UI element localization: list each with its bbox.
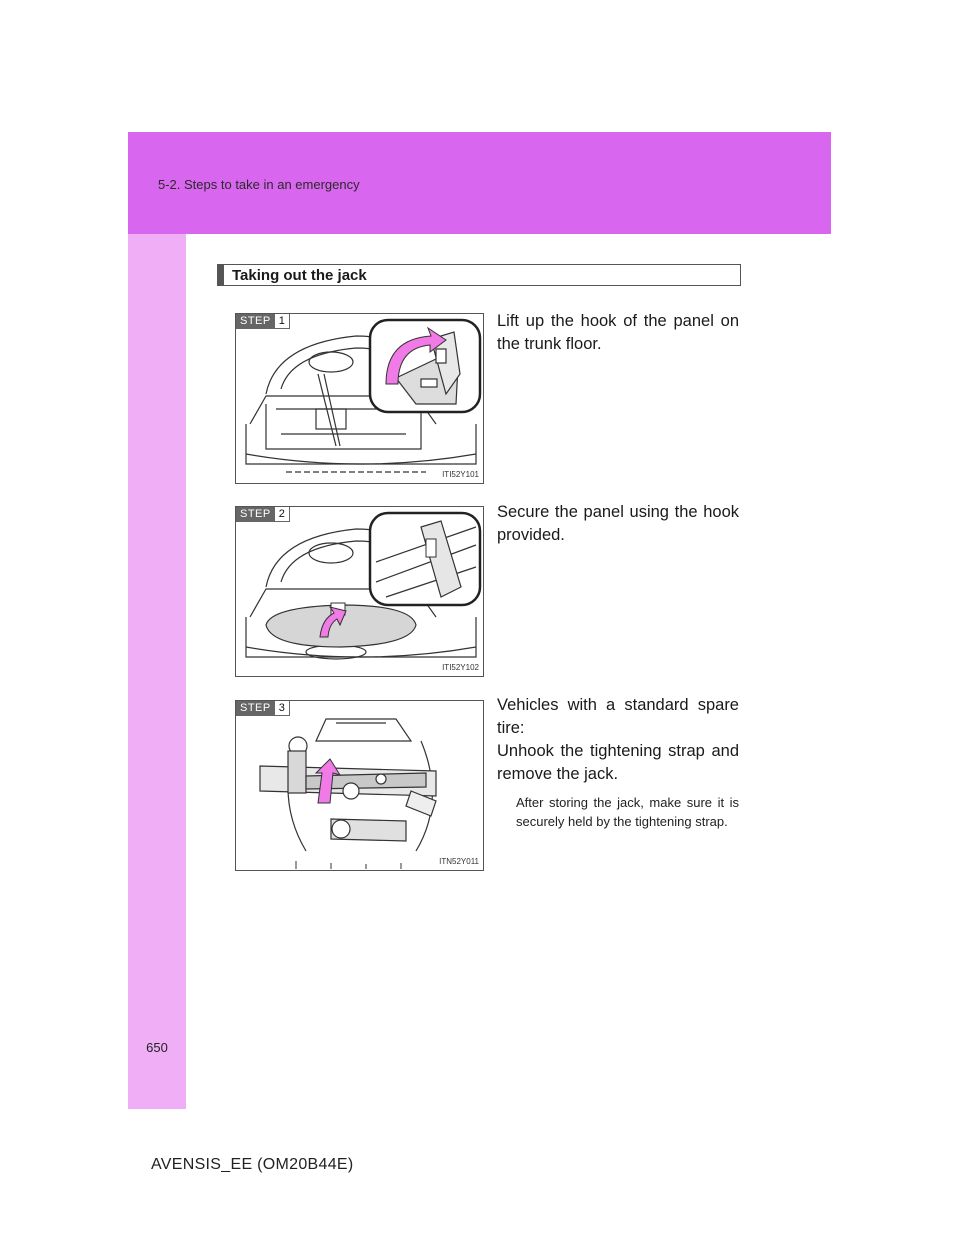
figure-code: ITI52Y101 [442, 470, 479, 479]
step-number: 2 [275, 507, 290, 522]
step-3-figure [235, 700, 484, 871]
section-label: 5-2. Steps to take in an emergency [158, 177, 360, 192]
step-3-condition: Vehicles with a standard spare tire: [497, 696, 739, 737]
page-number: 650 [146, 1040, 168, 1055]
step-word: STEP [236, 701, 275, 716]
step-1-figure [235, 313, 484, 484]
step-2-badge [236, 507, 290, 522]
step-3-note: After storing the jack, make sure it is securely held by the tightening strap. [516, 795, 739, 829]
heading-text: Taking out the jack [232, 267, 367, 284]
heading-accent [218, 265, 224, 285]
step-word: STEP [236, 507, 275, 522]
step-3-text [497, 694, 739, 786]
step-3-instruction: Unhook the tightening strap and remove the jack. [497, 742, 739, 783]
section-heading [217, 264, 741, 286]
step-1-text: Lift up the hook of the panel on the trunk floor. [497, 312, 739, 353]
figure-code: ITI52Y102 [442, 663, 479, 672]
step-number: 1 [275, 314, 290, 329]
trunk-panel-illustration [236, 507, 484, 677]
figure-code: ITN52Y011 [439, 857, 479, 866]
model-code: AVENSIS_EE (OM20B44E) [151, 1156, 354, 1173]
step-number: 3 [275, 701, 290, 716]
open-trunk-illustration [236, 314, 484, 484]
jack-storage-illustration [236, 701, 484, 871]
side-strip [128, 234, 186, 1109]
step-3-badge [236, 701, 290, 716]
step-1-badge [236, 314, 290, 329]
step-2-figure [235, 506, 484, 677]
step-word: STEP [236, 314, 275, 329]
step-2-text: Secure the panel using the hook provided. [497, 503, 739, 544]
